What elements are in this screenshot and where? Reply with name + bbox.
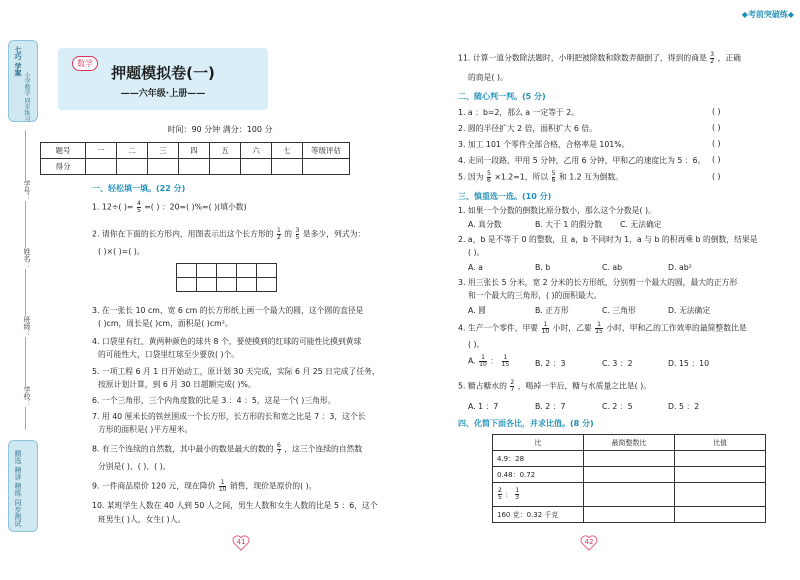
score-cell[interactable] [210,159,241,175]
judge-2: 2. 圆的半径扩大 2 倍，面积扩大 6 倍。 [458,124,597,133]
judge-4-answer[interactable]: ( ) [712,155,721,164]
question-4: 4. 口袋里有红、黄两种颜色的球共 8 个，要使摸到的红球的可能性比摸到黄球 [92,337,362,346]
ratio-table [492,434,766,523]
score-cell[interactable] [241,159,272,175]
rectangle-grid [176,263,277,292]
ratio-expression: 0.48：0.72 [493,467,584,483]
fraction: $\frac{1}{2}$ [276,227,281,241]
choice-3-option[interactable]: C. 三角形 [602,306,636,315]
fraction: $\frac{3}{5}$ [295,227,300,241]
score-cell[interactable] [148,159,179,175]
question-11-line-2: 的商是( )。 [468,73,508,82]
fraction: $\frac{1}{15}$ [595,321,603,335]
ratio-value-cell[interactable] [675,467,766,483]
ratio-table-header [493,435,766,451]
choice-5-option[interactable]: A. 1 ：7 [468,402,499,411]
choice-4-option[interactable]: B. 2 ：3 [535,359,566,368]
subject-badge: 数学 [72,56,98,71]
fraction: $\frac{2}{7}$ [510,379,515,393]
fraction: $\frac{1}{10}$ [479,354,487,368]
judge-1: 1. a ：b=2，那么 a 一定等于 2。 [458,108,579,117]
exam-subtitle: ——六年级·上册—— [120,89,206,99]
score-header: 五 [210,143,241,159]
score-cell[interactable] [303,159,350,175]
fraction: $\frac{4}{5}$ [136,200,141,214]
choice-1-option[interactable]: C. 无法确定 [620,220,662,229]
strip-line [25,130,26,430]
choice-1-option[interactable]: A. 真分数 [468,220,502,229]
exam-title: 押题模拟卷(一) [111,64,215,82]
choice-5: 5. 糖占糖水的 $\frac{2}{7}$ ，喝掉一半后，糖与水质量之比是( )。 [458,379,652,393]
score-cell[interactable] [272,159,303,175]
question-2-answer-line: ( )×( )=( )。 [98,247,145,256]
score-row [41,159,350,175]
question-8: 8. 有三个连续的自然数，其中最小的数是最大的数的 $\frac{6}{7}$ ，这三个连续的自然数 [92,442,363,456]
choice-2-option[interactable]: C. ab [602,263,623,272]
question-7-line-2: 方形的面积是( )平方厘米。 [98,425,193,434]
ratio-expression: 4.9：28 [493,451,584,467]
score-cell[interactable] [117,159,148,175]
title-box [58,48,268,110]
choice-2-option[interactable]: B. b [535,263,551,272]
score-header: 等级评估 [303,143,350,159]
section-3-heading: 三、慎重选一选。(10 分) [458,192,552,201]
page-number-right: 42 [584,538,594,546]
ratio-value-cell[interactable] [675,507,766,523]
choice-5-option[interactable]: C. 2 ：5 [602,402,633,411]
ratio-header: 最简整数比 [584,435,675,451]
choice-2: 2. a，b 是不等于 0 的整数，且 a，b 不同时为 1，a 与 b 的积再乘 b 的倒数，结果是 [458,235,758,244]
choice-2-option[interactable]: D. ab² [668,263,692,272]
score-header: 四 [179,143,210,159]
fraction: $\frac{1}{10}$ [541,321,550,335]
score-header: 三 [148,143,179,159]
score-header-row [41,143,350,159]
choice-3: 3. 用三张长 5 分米，宽 2 分米的长方形纸，分别剪一个最大的圆，最大的正方形 [458,278,738,287]
choice-4: 4. 生产一个零件，甲要 $\frac{1}{10}$ 小时，乙要 $\frac{1}{15}$ 小时，甲和乙的工作效率的最简整数比是 [458,321,747,335]
judge-4: 4. 走同一段路，甲用 5 分钟，乙用 6 分钟，甲和乙的速度比为 5 ：6。 [458,156,706,165]
ratio-answer-cell[interactable] [584,483,675,507]
ratio-row [493,467,766,483]
question-3-line-2: ( )cm，周长是( )cm，面积是( )cm²。 [98,319,233,328]
section-2-heading: 二、随心判一判。(5 分) [458,92,546,101]
ratio-expression: 160 克：0.32 千克 [493,507,584,523]
strip-side-text: 小学数学 同步练习 [23,72,30,122]
label-school: 学校： [23,386,31,407]
fraction: $\frac{6}{7}$ [276,442,281,456]
judge-3-answer[interactable]: ( ) [712,139,721,148]
question-10: 10. 某班学生人数在 40 人到 50 人之间，男生人数和女生人数的比是 5 ：6，这个 [92,501,378,510]
section-4-heading: 四、化简下面各比，并求比值。(8 分) [458,419,594,428]
fraction: $\frac{5}{6}$ [487,170,491,184]
fraction: $\frac{5}{6}$ [551,170,556,184]
fraction: $\frac{1}{15}$ [501,354,510,368]
judge-3: 3. 加工 101 个零件全部合格，合格率是 101%。 [458,140,630,149]
ratio-row [493,483,766,507]
question-10-line-2: 班男生( )人，女生( )人。 [98,515,186,524]
ratio-expression: $\frac{2}{5}$ ： $\frac{1}{3}$ [493,483,584,507]
page-number-left: 41 [236,538,246,546]
choice-4-option[interactable]: C. 3 ：2 [602,359,633,368]
question-2: 2. 请你在下面的长方形内，用图表示出这个长方形的 $\frac{1}{2}$ 的 $\frac{3}{5}$ 是多少，列式为： [92,227,366,241]
choice-3-option[interactable]: A. 圆 [468,306,486,315]
judge-5: 5. 因为 $\frac{5}{6}$ ×1.2=1，所以 $\frac{5}{6}$ 和 1.2 互为倒数。 [458,170,624,184]
choice-2-line-2: ( )。 [468,248,485,257]
section-tag: ◆考前突破练◆ [741,10,794,19]
choice-2-option[interactable]: A. a [468,263,483,272]
score-header: 七 [272,143,303,159]
choice-1-option[interactable]: B. 大于 1 的假分数 [535,220,603,229]
question-1: 1. 12÷( )= $\frac{4}{5}$ =( ) ：20=( )%=( )(填小数) [92,200,247,214]
judge-1-answer[interactable]: ( ) [712,107,721,116]
fraction: $\frac{2}{5}$ [498,487,502,501]
ratio-value-cell[interactable] [675,483,766,507]
label-student-id: 学号： [23,180,31,201]
question-9: 9. 一件商品原价 120 元，现在降价 $\frac{1}{10}$ 销售，现价是原价的( )。 [92,479,317,493]
question-7: 7. 用 40 厘米长的铁丝围成一个长方形，长方形的长和宽之比是 7 ：3，这个长 [92,412,366,421]
choice-5-option[interactable]: B. 2 ：7 [535,402,566,411]
score-cell[interactable] [86,159,117,175]
choice-3-option[interactable]: D. 无法确定 [668,306,711,315]
strip-bottom-text: 精选 精讲 精练 同步测试 [14,450,22,527]
choice-5-option[interactable]: D. 5 ：2 [668,402,700,411]
choice-4-option[interactable]: D. 15 ：10 [668,359,710,368]
ratio-answer-cell[interactable] [584,507,675,523]
judge-2-answer[interactable]: ( ) [712,123,721,132]
question-11: 11. 计算一道分数除法题时，小明把被除数和除数弄颠倒了，得到的商是 $\frac{3}{2}$ ，正确 [458,51,741,65]
question-8-line-2: 分别是( )、( )、( )。 [98,462,171,471]
choice-4-option-a[interactable]: A. $\frac{1}{10}$ ： $\frac{1}{15}$ [468,354,510,368]
side-strip [0,0,46,580]
score-cell[interactable] [179,159,210,175]
ratio-value-cell[interactable] [675,451,766,467]
strip-top-text: 七巧 学案 [14,46,22,77]
ratio-answer-cell[interactable] [584,451,675,467]
score-row-label: 得分 [41,159,86,175]
score-header: 题号 [41,143,86,159]
ratio-header: 比值 [675,435,766,451]
label-class: 班级： [23,316,31,337]
fraction: $\frac{1}{10}$ [218,479,227,493]
section-1-heading: 一、轻松填一填。(22 分) [92,184,186,193]
fraction: $\frac{3}{2}$ [710,51,715,65]
ratio-row [493,451,766,467]
choice-1: 1. 如果一个分数的倒数比原分数小，那么这个分数是( )。 [458,206,656,215]
score-table [40,142,350,175]
choice-3-line-2: 和一个最大的三角形，( )的面积最大。 [468,291,602,300]
question-5: 5. 一项工程 6 月 1 日开始动工，原计划 30 天完成，实际 6 月 25 日完成了任务， [92,367,380,376]
question-4-line-2: 的可能性大，口袋里红球至少要放( )个。 [98,350,240,359]
score-header: 二 [117,143,148,159]
choice-4-line-2: ( )。 [468,340,485,349]
ratio-row [493,507,766,523]
question-6: 6. 一个三角形，三个内角度数的比是 3 ：4 ：5，这是一个( )三角形。 [92,396,336,405]
question-3: 3. 在一张长 10 cm、宽 6 cm 的长方形纸上画一个最大的圆，这个圆的直径是 [92,306,364,315]
exam-info: 时间：90 分钟 满分：100 分 [167,125,273,134]
ratio-answer-cell[interactable] [584,467,675,483]
score-header: 六 [241,143,272,159]
fraction: $\frac{1}{3}$ [515,487,520,501]
label-name: 姓名： [23,248,31,269]
ratio-header: 比 [493,435,584,451]
judge-5-answer[interactable]: ( ) [712,172,721,181]
choice-3-option[interactable]: B. 正方形 [535,306,569,315]
question-5-line-2: 按原计划计算，到 6 月 30 日超额完成( )%。 [98,380,256,389]
score-header: 一 [86,143,117,159]
